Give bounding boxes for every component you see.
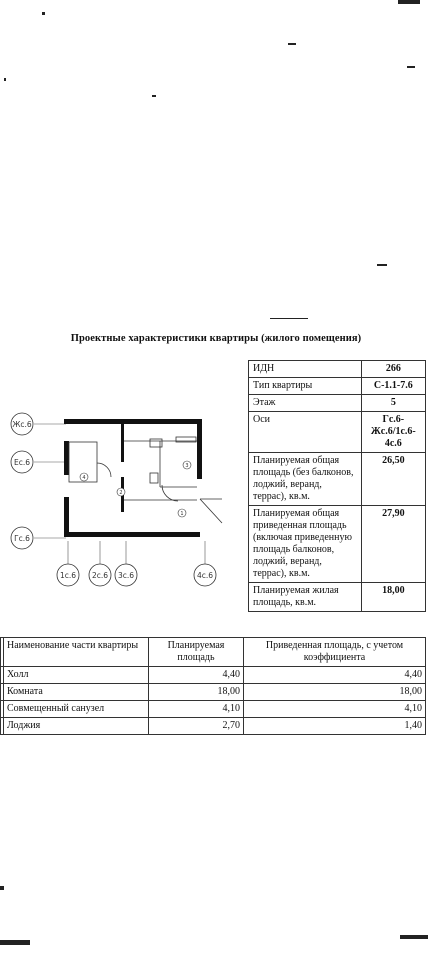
room-number: 4	[82, 475, 86, 481]
table-row	[1, 718, 426, 735]
column-header-area: Планируемая площадь	[149, 638, 244, 667]
property-label: Планируемая общая приведенная площадь (включая приведенную площадь балконов, лоджий, веранд, террас), кв.м.	[249, 506, 362, 583]
table-row	[249, 412, 426, 453]
apartment-properties-table	[248, 360, 426, 612]
table-row	[249, 395, 426, 412]
property-value: 27,90	[361, 506, 425, 583]
room-name: Холл	[4, 667, 149, 684]
room-area: 18,00	[149, 684, 244, 701]
property-label: Планируемая жилая площадь, кв.м.	[249, 583, 362, 612]
property-value: 18,00	[361, 583, 425, 612]
table-row	[1, 667, 426, 684]
table-row	[249, 378, 426, 395]
room-reduced-area: 18,00	[244, 684, 426, 701]
table-row	[1, 701, 426, 718]
table-row	[249, 361, 426, 378]
property-value: 26,50	[361, 453, 425, 506]
axis-label: 1с.6	[59, 571, 77, 580]
table-row	[249, 453, 426, 506]
axis-label: Гс.6	[14, 534, 30, 543]
room-area: 4,40	[149, 667, 244, 684]
table-row	[249, 506, 426, 583]
scan-speck	[4, 78, 6, 81]
room-name: Лоджия	[4, 718, 149, 735]
table-row	[1, 684, 426, 701]
property-value: Гс.6-Жс.6/1с.6-4с.6	[361, 412, 425, 453]
scan-speck	[407, 66, 415, 68]
room-area: 4,10	[149, 701, 244, 718]
scan-speck	[270, 318, 308, 319]
room-number: 3	[185, 463, 189, 469]
room-reduced-area: 4,40	[244, 667, 426, 684]
property-value: С-1.1-7.6	[361, 378, 425, 395]
scan-speck	[0, 940, 30, 945]
axis-label: Жс.6	[12, 420, 32, 429]
scan-speck	[377, 264, 387, 266]
room-area: 2,70	[149, 718, 244, 735]
room-number: 2	[119, 490, 123, 496]
column-header-reduced: Приведенная площадь, с учетом коэффициента	[244, 638, 426, 667]
table-row	[249, 583, 426, 612]
scan-speck	[400, 935, 428, 939]
scan-speck	[288, 43, 296, 45]
property-label: Тип квартиры	[249, 378, 362, 395]
property-value: 266	[361, 361, 425, 378]
property-label: Планируемая общая площадь (без балконов, лоджий, веранд, террас), кв.м.	[249, 453, 362, 506]
property-label: Этаж	[249, 395, 362, 412]
room-areas-table	[0, 637, 426, 735]
table-header-row	[1, 638, 426, 667]
column-header-name: Наименование части квартиры	[4, 638, 149, 667]
scan-speck	[398, 0, 420, 4]
room-reduced-area: 1,40	[244, 718, 426, 735]
property-label: ИДН	[249, 361, 362, 378]
axis-label: 3с.6	[117, 571, 135, 580]
room-name: Совмещенный санузел	[4, 701, 149, 718]
room-name: Комната	[4, 684, 149, 701]
axis-label: Ес.6	[13, 458, 31, 467]
scan-speck	[0, 886, 4, 890]
axis-label: 2с.6	[91, 571, 109, 580]
property-label: Оси	[249, 412, 362, 453]
room-number: 1	[180, 511, 184, 517]
axis-label: 4с.6	[196, 571, 214, 580]
scan-speck	[152, 95, 156, 97]
property-value: 5	[361, 395, 425, 412]
room-reduced-area: 4,10	[244, 701, 426, 718]
document-heading: Проектные характеристики квартиры (жилого помещения)	[70, 333, 362, 344]
scan-speck	[42, 12, 45, 15]
floor-plan	[0, 405, 235, 590]
